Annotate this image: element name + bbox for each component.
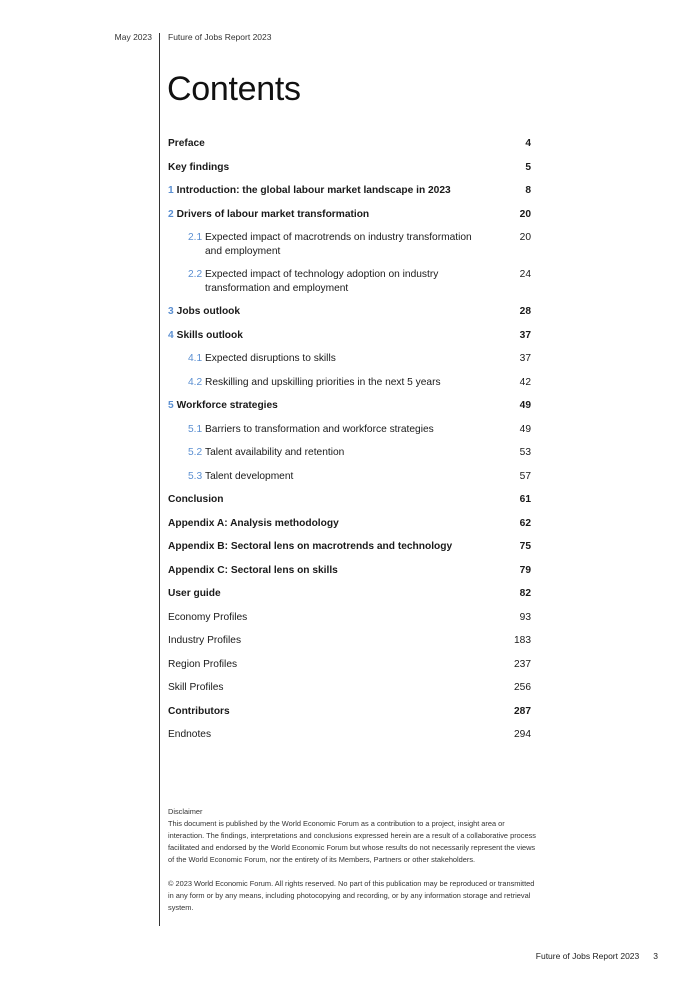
toc-page-number: 256 xyxy=(514,682,531,693)
toc-section-number: 1 xyxy=(168,185,174,196)
toc-page-number: 57 xyxy=(519,470,531,482)
toc-entry-label: Introduction: the global labour market landscape in 2023 xyxy=(176,185,451,196)
toc-entry-label-wrap xyxy=(188,231,520,258)
toc-entry-label: User guide xyxy=(168,588,221,599)
toc-entry-label: Region Profiles xyxy=(168,658,238,670)
toc-entry-label-wrap xyxy=(168,587,520,601)
toc-entry[interactable] xyxy=(168,658,531,672)
toc-entry[interactable] xyxy=(168,611,531,625)
toc-entry-label: Skills outlook xyxy=(176,329,243,341)
toc-page-number: 49 xyxy=(519,423,531,435)
toc-entry-label: Expected impact of technology adoption on industry transformation and employment xyxy=(205,269,439,294)
toc-entry[interactable] xyxy=(168,705,531,719)
toc-entry[interactable] xyxy=(168,470,531,484)
toc-entry-label: Talent development xyxy=(205,470,294,482)
toc-page-number: 79 xyxy=(519,564,531,576)
toc-entry[interactable] xyxy=(168,161,531,175)
toc-entry-label: Contributors xyxy=(168,705,230,717)
toc-entry[interactable] xyxy=(168,208,531,222)
toc-entry[interactable] xyxy=(168,399,531,413)
toc-entry-label: Talent availability and retention xyxy=(205,447,345,458)
toc-entry-label-wrap xyxy=(188,470,520,484)
toc-section-number: 4.2 xyxy=(188,376,203,388)
footer-report-title: Future of Jobs Report 2023 xyxy=(535,951,640,961)
toc-section-number: 2.2 xyxy=(188,269,203,280)
toc-entry-label: Reskilling and upskilling priorities in the next 5 years xyxy=(205,376,441,388)
toc-entry[interactable] xyxy=(168,681,531,695)
toc-page-number: 28 xyxy=(519,306,531,317)
toc-entry[interactable] xyxy=(168,423,531,437)
toc-entry-label: Industry Profiles xyxy=(168,635,242,646)
toc-page-number: 42 xyxy=(519,376,531,388)
toc-entry[interactable] xyxy=(168,231,531,258)
toc-entry[interactable] xyxy=(168,540,531,554)
toc-entry[interactable] xyxy=(168,268,531,295)
toc-section-number: 5.3 xyxy=(188,470,203,482)
toc-entry-label: Drivers of labour market transformation xyxy=(176,208,370,220)
copyright-notice: © 2023 World Economic Forum. All rights reserved. No part of this publication may be reproduced or transmitted in any form or by any means, including photocopying and recording, or by any information storage and retrieval system. xyxy=(168,879,535,912)
page-title: Contents xyxy=(167,70,301,108)
toc-entry-label: Jobs outlook xyxy=(176,306,241,317)
toc-section-number: 4.1 xyxy=(188,353,203,364)
toc-entry[interactable] xyxy=(168,728,531,742)
toc-entry-label-wrap xyxy=(168,399,520,413)
toc-entry[interactable] xyxy=(168,446,531,460)
toc-entry[interactable] xyxy=(168,305,531,319)
toc-entry-label-wrap xyxy=(168,305,520,319)
toc-page-number: 49 xyxy=(519,400,531,411)
toc-entry-label: Key findings xyxy=(168,161,230,173)
toc-section-number: 5.2 xyxy=(188,447,203,458)
toc-entry[interactable] xyxy=(168,137,531,151)
toc-entry[interactable] xyxy=(168,376,531,390)
toc-entry[interactable] xyxy=(168,184,531,198)
toc-entry-label: Conclusion xyxy=(168,494,224,505)
toc-section-number: 5.1 xyxy=(188,423,203,435)
toc-entry-label: Appendix A: Analysis methodology xyxy=(168,517,339,529)
toc-page-number: 61 xyxy=(519,494,531,505)
toc-page-number: 75 xyxy=(519,541,531,552)
toc-entry-label-wrap xyxy=(188,446,520,460)
header-report-title: Future of Jobs Report 2023 xyxy=(168,32,272,42)
disclaimer-body: This document is published by the World Economic Forum as a contribution to a project, insight area or interaction. The findings, interpretations and conclusions expressed herein are a result of a collaborative process facilitated and endorsed by the World Economic Forum but whose results do not necessarily represent the views of the World Economic Forum, nor the entirety of its Members, Partners or other stakeholders. xyxy=(168,819,536,864)
toc-entry-label-wrap xyxy=(168,493,520,507)
toc-entry[interactable] xyxy=(168,634,531,648)
toc-page-number: 20 xyxy=(519,208,531,220)
toc-entry-label-wrap xyxy=(168,681,514,695)
toc-page-number: 93 xyxy=(519,611,531,623)
table-of-contents xyxy=(168,137,531,752)
toc-entry-label-wrap xyxy=(188,352,520,366)
header-date: May 2023 xyxy=(114,32,152,42)
toc-page-number: 20 xyxy=(519,232,531,243)
toc-entry-label: Appendix B: Sectoral lens on macrotrends and technology xyxy=(168,541,453,552)
toc-page-number: 183 xyxy=(514,635,531,646)
toc-section-number: 3 xyxy=(168,306,174,317)
toc-entry-label: Skill Profiles xyxy=(168,682,224,693)
toc-entry-label-wrap xyxy=(168,611,520,625)
toc-entry-label-wrap xyxy=(168,540,520,554)
toc-entry-label-wrap xyxy=(168,658,514,672)
toc-entry-label: Expected disruptions to skills xyxy=(205,353,336,364)
toc-entry[interactable] xyxy=(168,329,531,343)
toc-entry[interactable] xyxy=(168,517,531,531)
toc-page-number: 62 xyxy=(519,517,531,529)
toc-page-number: 8 xyxy=(525,185,531,196)
toc-page-number: 237 xyxy=(514,658,531,670)
toc-section-number: 2 xyxy=(168,208,174,220)
toc-page-number: 37 xyxy=(519,329,531,341)
disclaimer-heading: Disclaimer xyxy=(168,807,203,816)
toc-entry-label-wrap xyxy=(188,376,520,390)
toc-entry-label: Appendix C: Sectoral lens on skills xyxy=(168,564,338,576)
toc-entry-label-wrap xyxy=(168,634,514,648)
toc-entry-label-wrap xyxy=(188,268,520,295)
toc-entry-label: Workforce strategies xyxy=(176,400,278,411)
toc-entry-label: Barriers to transformation and workforce strategies xyxy=(205,423,434,435)
toc-page-number: 53 xyxy=(519,447,531,458)
disclaimer-block xyxy=(168,806,538,914)
toc-entry-label-wrap xyxy=(168,161,525,175)
toc-section-number: 2.1 xyxy=(188,232,203,243)
toc-entry-label-wrap xyxy=(168,705,514,719)
toc-entry[interactable] xyxy=(168,564,531,578)
toc-page-number: 294 xyxy=(514,729,531,740)
toc-entry[interactable] xyxy=(168,587,531,601)
toc-page-number: 24 xyxy=(519,269,531,280)
margin-rule xyxy=(159,33,160,926)
toc-entry-label-wrap xyxy=(168,184,525,198)
toc-entry[interactable] xyxy=(168,352,531,366)
toc-entry-label-wrap xyxy=(168,137,525,151)
toc-entry[interactable] xyxy=(168,493,531,507)
toc-entry-label-wrap xyxy=(168,564,520,578)
toc-page-number: 5 xyxy=(525,161,531,173)
toc-section-number: 5 xyxy=(168,400,174,411)
toc-entry-label: Preface xyxy=(168,138,205,149)
toc-entry-label-wrap xyxy=(188,423,520,437)
page-footer xyxy=(536,951,658,961)
footer-page-number: 3 xyxy=(653,951,658,961)
toc-page-number: 37 xyxy=(519,353,531,364)
toc-entry-label-wrap xyxy=(168,329,520,343)
toc-entry-label-wrap xyxy=(168,208,520,222)
toc-page-number: 287 xyxy=(514,705,531,717)
toc-page-number: 82 xyxy=(519,588,531,599)
toc-entry-label: Economy Profiles xyxy=(168,611,248,623)
toc-page-number: 4 xyxy=(525,138,531,149)
toc-section-number: 4 xyxy=(168,329,174,341)
toc-entry-label: Expected impact of macrotrends on industry transformation and employment xyxy=(205,232,472,257)
toc-entry-label-wrap xyxy=(168,728,514,742)
toc-entry-label: Endnotes xyxy=(168,729,212,740)
toc-entry-label-wrap xyxy=(168,517,520,531)
